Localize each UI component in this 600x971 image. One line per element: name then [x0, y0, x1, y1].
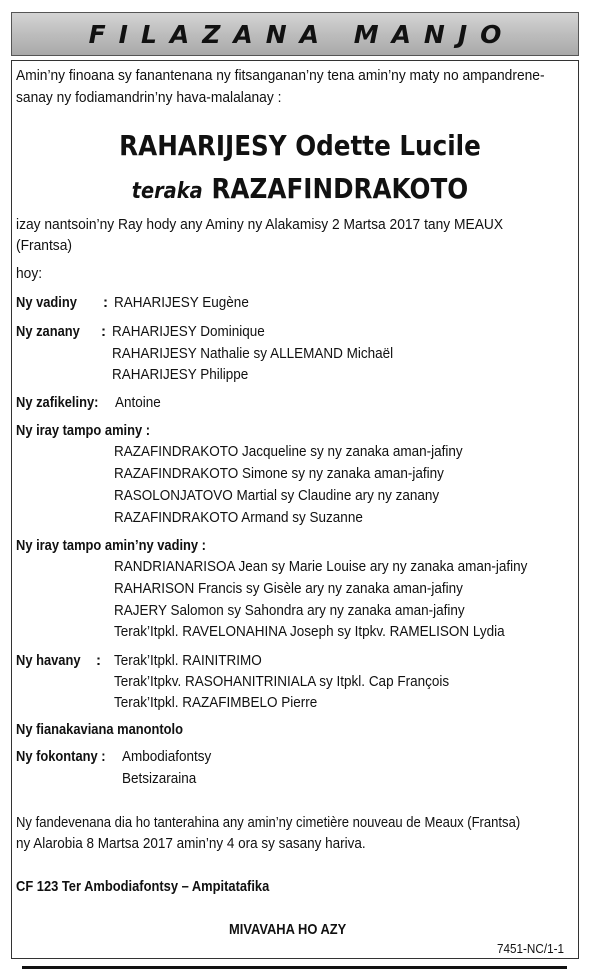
havany-1: Terak’Itpkl. RAINITRIMO — [114, 652, 262, 669]
intro-line-1: Amin’ny finoana sy fanantenana ny fitsanganan’ny tena amin’ny maty no ampandrene- — [16, 67, 545, 84]
maiden-name: RAZAFINDRAKOTO — [211, 172, 469, 205]
header-banner — [11, 12, 579, 56]
funeral-line-1: Ny fandevenana dia ho tanterahina any amin’ny cimetière nouveau de Meaux (Frantsa) — [16, 814, 521, 831]
teraka-label: teraka — [131, 179, 203, 204]
zafikeliny-label: Ny zafikeliny: — [16, 394, 99, 411]
funeral-line-2: ny Alarobia 8 Martsa 2017 amin’ny 4 ora sy sasany hariva. — [16, 835, 366, 852]
havany-label: Ny havany — [16, 652, 81, 669]
closing-text: MIVAVAHA HO AZY — [229, 921, 347, 938]
death-notice-line-2: (Frantsa) — [16, 237, 72, 254]
footer-rule — [22, 966, 567, 969]
fokontany-1: Ambodiafontsy — [122, 748, 212, 765]
vadiny-name: RAHARIJESY Eugène — [114, 294, 249, 311]
death-notice-line-1: izay nantsoin’ny Ray hody any Aminy ny Alakamisy 2 Martsa 2017 tany MEAUX — [16, 216, 504, 233]
zanany-name-3: RAHARIJESY Philippe — [112, 366, 249, 383]
vadiny-label: Ny vadiny — [16, 294, 77, 311]
fokontany-label: Ny fokontany : — [16, 748, 106, 765]
header-title: FILAZANA MANJO — [88, 19, 515, 49]
havany-colon: : — [96, 652, 101, 669]
hoy-label: hoy: — [16, 265, 43, 282]
zafikeliny-name: Antoine — [115, 394, 161, 411]
iray-tampo-aminy-2: RAZAFINDRAKOTO Simone sy ny zanaka aman-jafiny — [114, 465, 444, 482]
address: CF 123 Ter Ambodiafontsy – Ampitatafika — [16, 878, 270, 895]
intro-line-2: sanay ny fodiamandrin’ny hava-malalanay : — [16, 89, 282, 106]
zanany-name-2: RAHARIJESY Nathalie sy ALLEMAND Michaël — [112, 345, 394, 362]
havany-2: Terak’Itpkv. RASOHANITRINIALA sy Itpkl. Cap François — [114, 673, 450, 690]
iray-tampo-vadiny-label: Ny iray tampo amin’ny vadiny : — [16, 537, 206, 554]
iray-tampo-aminy-label: Ny iray tampo aminy : — [16, 422, 151, 439]
deceased-name: RAHARIJESY Odette Lucile — [119, 129, 481, 162]
zanany-name-1: RAHARIJESY Dominique — [112, 323, 265, 340]
vadiny-colon: : — [103, 294, 108, 311]
havany-3: Terak’Itpkl. RAZAFIMBELO Pierre — [114, 694, 318, 711]
deceased-maiden-line — [36, 171, 564, 210]
iray-tampo-vadiny-1: RANDRIANARISOA Jean sy Marie Louise ary ny zanaka aman-jafiny — [114, 558, 528, 575]
iray-tampo-vadiny-3: RAJERY Salomon sy Sahondra ary ny zanaka aman-jafiny — [114, 602, 465, 619]
zanany-label: Ny zanany — [16, 323, 80, 340]
fokontany-2: Betsizaraina — [122, 770, 197, 787]
reference-number: 7451-NC/1-1 — [497, 941, 564, 956]
iray-tampo-aminy-4: RAZAFINDRAKOTO Armand sy Suzanne — [114, 509, 363, 526]
iray-tampo-vadiny-2: RAHARISON Francis sy Gisèle ary ny zanaka aman-jafiny — [114, 580, 463, 597]
iray-tampo-aminy-3: RASOLONJATOVO Martial sy Claudine ary ny zanany — [114, 487, 440, 504]
iray-tampo-aminy-1: RAZAFINDRAKOTO Jacqueline sy ny zanaka aman-jafiny — [114, 443, 463, 460]
zanany-colon: : — [101, 323, 106, 340]
iray-tampo-vadiny-4: Terak’Itpkl. RAVELONAHINA Joseph sy Itpkv. RAMELISON Lydia — [114, 623, 505, 640]
fianakaviana-label: Ny fianakaviana manontolo — [16, 721, 184, 738]
